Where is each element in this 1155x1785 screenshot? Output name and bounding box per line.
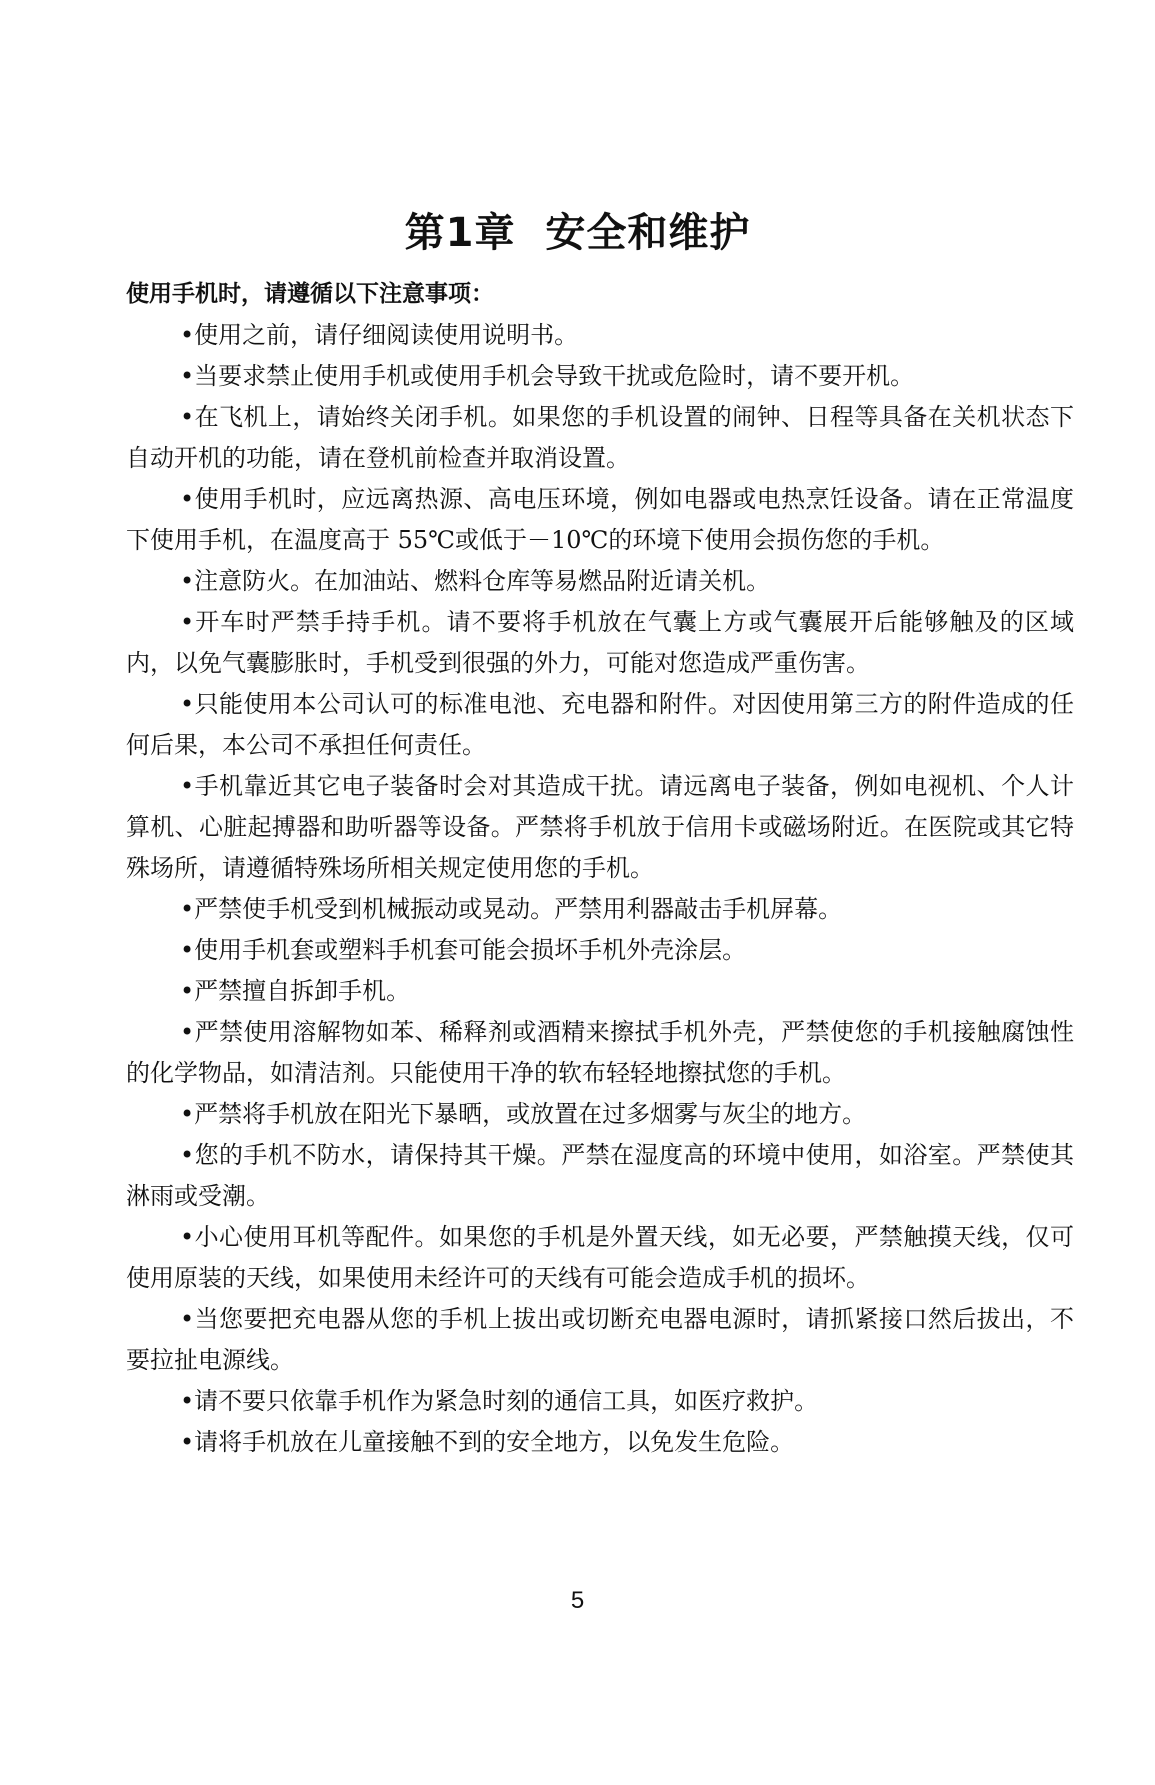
safety-item xyxy=(126,889,1074,930)
safety-item-text: 小心使用耳机等配件。如果您的手机是外置天线，如无必要，严禁触摸天线，仅可使用原装的天线，如果使用未经许可的天线有可能会造成手机的损坏。 xyxy=(126,1223,1074,1292)
safety-item-text: 严禁擅自拆卸手机。 xyxy=(194,977,411,1005)
safety-item xyxy=(126,1094,1074,1135)
safety-item xyxy=(126,971,1074,1012)
safety-item-text: 请将手机放在儿童接触不到的安全地方，以免发生危险。 xyxy=(194,1428,795,1456)
bullet-marker: • xyxy=(180,485,195,513)
bullet-marker: • xyxy=(180,1305,195,1333)
safety-item xyxy=(126,397,1074,479)
safety-item xyxy=(126,1012,1074,1094)
bullet-marker: • xyxy=(180,321,195,349)
bullet-marker: • xyxy=(180,936,195,964)
bullet-marker: • xyxy=(180,362,195,390)
bullet-marker: • xyxy=(180,772,195,800)
bullet-marker: • xyxy=(180,1387,195,1415)
safety-item-text: 请不要只依靠手机作为紧急时刻的通信工具，如医疗救护。 xyxy=(194,1387,819,1415)
safety-item xyxy=(126,1217,1074,1299)
safety-section xyxy=(126,274,1074,1463)
bullet-marker: • xyxy=(180,403,195,431)
safety-item xyxy=(126,356,1074,397)
safety-item xyxy=(126,602,1074,684)
page-number: 5 xyxy=(570,1587,585,1614)
safety-item-text: 使用手机套或塑料手机套可能会损坏手机外壳涂层。 xyxy=(194,936,747,964)
chapter-title: 第1章 安全和维护 xyxy=(404,209,751,256)
safety-item xyxy=(126,766,1074,889)
safety-item-text: 只能使用本公司认可的标准电池、充电器和附件。对因使用第三方的附件造成的任何后果，本公司不承担任何责任。 xyxy=(126,690,1074,759)
bullet-marker: • xyxy=(180,1141,195,1169)
safety-item xyxy=(126,561,1074,602)
bullet-marker: • xyxy=(180,1018,195,1046)
safety-item-text: 注意防火。在加油站、燃料仓库等易燃品附近请关机。 xyxy=(194,567,771,595)
safety-item-text: 严禁将手机放在阳光下暴晒，或放置在过多烟雾与灰尘的地方。 xyxy=(194,1100,867,1128)
bullet-marker: • xyxy=(180,567,195,595)
safety-item-text: 在飞机上，请始终关闭手机。如果您的手机设置的闹钟、日程等具备在关机状态下自动开机的功能，请在登机前检查并取消设置。 xyxy=(126,403,1074,472)
safety-item-text: 当您要把充电器从您的手机上拔出或切断充电器电源时，请抓紧接口然后拔出，不要拉扯电源线。 xyxy=(126,1305,1074,1374)
safety-item xyxy=(126,1422,1074,1463)
safety-item-text: 开车时严禁手持手机。请不要将手机放在气囊上方或气囊展开后能够触及的区域内，以免气囊膨胀时，手机受到很强的外力，可能对您造成严重伤害。 xyxy=(126,608,1074,677)
bullet-marker: • xyxy=(180,977,195,1005)
bullet-marker: • xyxy=(180,1223,195,1251)
safety-item-text: 使用之前，请仔细阅读使用说明书。 xyxy=(194,321,579,349)
section-intro: 使用手机时，请遵循以下注意事项： xyxy=(126,281,494,307)
bullet-marker: • xyxy=(180,1428,195,1456)
bullet-marker: • xyxy=(180,608,195,636)
safety-item xyxy=(126,1135,1074,1217)
safety-item xyxy=(126,930,1074,971)
safety-item-text: 您的手机不防水，请保持其干燥。严禁在湿度高的环境中使用，如浴室。严禁使其淋雨或受潮。 xyxy=(126,1141,1074,1210)
safety-item-text: 当要求禁止使用手机或使用手机会导致干扰或危险时，请不要开机。 xyxy=(194,362,915,390)
safety-item xyxy=(126,315,1074,356)
safety-item-text: 手机靠近其它电子装备时会对其造成干扰。请远离电子装备，例如电视机、个人计算机、心脏起搏器和助听器等设备。严禁将手机放于信用卡或磁场附近。在医院或其它特殊场所，请遵循特殊场所相关规定使用您的手机。 xyxy=(126,772,1074,882)
bullet-marker: • xyxy=(180,1100,195,1128)
safety-item xyxy=(126,684,1074,766)
bullet-marker: • xyxy=(180,690,195,718)
safety-item xyxy=(126,1381,1074,1422)
safety-item-text: 严禁使用溶解物如苯、稀释剂或酒精来擦拭手机外壳，严禁使您的手机接触腐蚀性的化学物品，如清洁剂。只能使用干净的软布轻轻地擦拭您的手机。 xyxy=(126,1018,1074,1087)
safety-item-text: 严禁使手机受到机械振动或晃动。严禁用利器敲击手机屏幕。 xyxy=(194,895,843,923)
safety-item-text: 使用手机时，应远离热源、高电压环境，例如电器或电热烹饪设备。请在正常温度下使用手机，在温度高于 55℃或低于－10℃的环境下使用会损伤您的手机。 xyxy=(126,485,1074,554)
safety-item xyxy=(126,479,1074,561)
bullet-marker: • xyxy=(180,895,195,923)
safety-item xyxy=(126,1299,1074,1381)
